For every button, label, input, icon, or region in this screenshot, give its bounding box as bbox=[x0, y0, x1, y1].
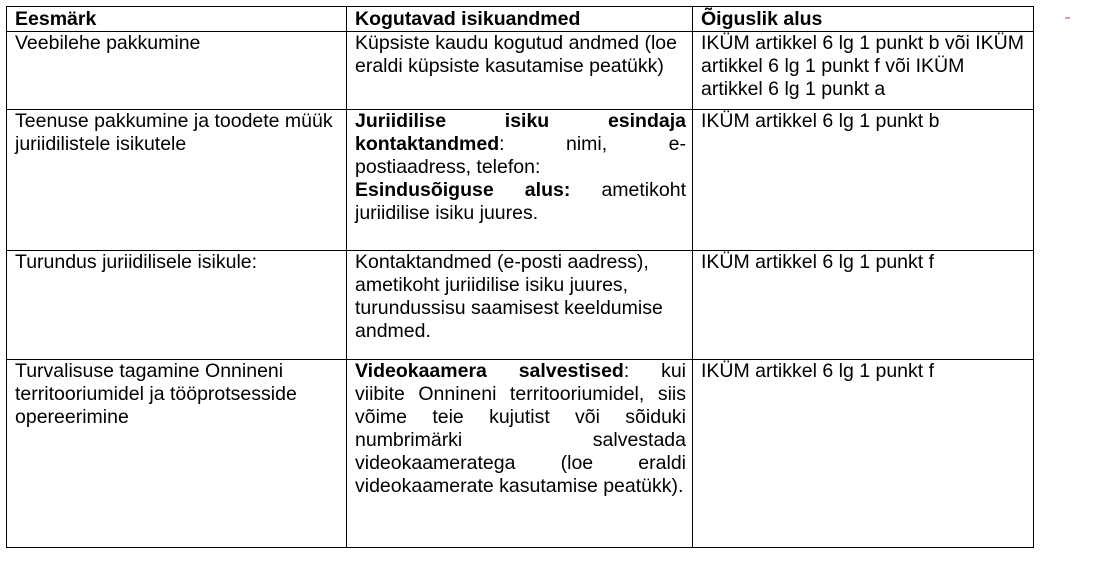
data-bold-label: Esindusõiguse alus: bbox=[355, 179, 571, 201]
table-row bbox=[7, 32, 1034, 110]
data-paragraph bbox=[355, 360, 686, 498]
legal-basis-table bbox=[6, 6, 1034, 548]
cell-purpose: Turvalisuse tagamine Onnineni territooriumidel ja tööprotsesside opereerimine bbox=[7, 360, 347, 548]
table-row bbox=[7, 251, 1034, 360]
cell-legal-basis: IKÜM artikkel 6 lg 1 punkt b või IKÜM artikkel 6 lg 1 punkt f või IKÜM artikkel 6 lg 1 punkt a bbox=[693, 32, 1034, 110]
header-purpose: Eesmärk bbox=[7, 7, 347, 32]
data-paragraph bbox=[355, 110, 686, 179]
data-bold-label: Juriidilise isiku esindaja kontaktandmed bbox=[355, 110, 686, 155]
cell-legal-basis: IKÜM artikkel 6 lg 1 punkt b bbox=[693, 110, 1034, 251]
cell-purpose: Veebilehe pakkumine bbox=[7, 32, 347, 110]
red-mark bbox=[1065, 17, 1070, 19]
table-row bbox=[7, 360, 1034, 548]
table-row bbox=[7, 110, 1034, 251]
cell-personal-data bbox=[347, 360, 693, 548]
cell-legal-basis: IKÜM artikkel 6 lg 1 punkt f bbox=[693, 251, 1034, 360]
data-text: : kui viibite Onnineni territooriumidel, siis võime teie kujutist või sõiduki numbrimärki salvestada videokaameratega (loe eraldi videokaamerate kasutamise peatükk). bbox=[355, 360, 687, 497]
cell-personal-data: Kontaktandmed (e-posti aadress), ametikoht juriidilise isiku juures, turundussisu saamisest keeldumise andmed. bbox=[347, 251, 693, 360]
cell-purpose: Teenuse pakkumine ja toodete müük juriidilistele isikutele bbox=[7, 110, 347, 251]
cell-legal-basis: IKÜM artikkel 6 lg 1 punkt f bbox=[693, 360, 1034, 548]
data-paragraph bbox=[355, 179, 686, 225]
table-header-row bbox=[7, 7, 1034, 32]
cell-purpose: Turundus juriidilisele isikule: bbox=[7, 251, 347, 360]
data-text: ametikoht juriidilise isiku juures. bbox=[355, 179, 686, 224]
header-personal-data: Kogutavad isikuandmed bbox=[347, 7, 693, 32]
cell-personal-data bbox=[347, 110, 693, 251]
cell-personal-data: Küpsiste kaudu kogutud andmed (loe eraldi küpsiste kasutamise peatükk) bbox=[347, 32, 693, 110]
header-legal-basis: Õiguslik alus bbox=[693, 7, 1034, 32]
data-text: : nimi, e-postiaadress, telefon: bbox=[355, 133, 686, 178]
data-bold-label: Videokaamera salvestised bbox=[355, 360, 624, 382]
